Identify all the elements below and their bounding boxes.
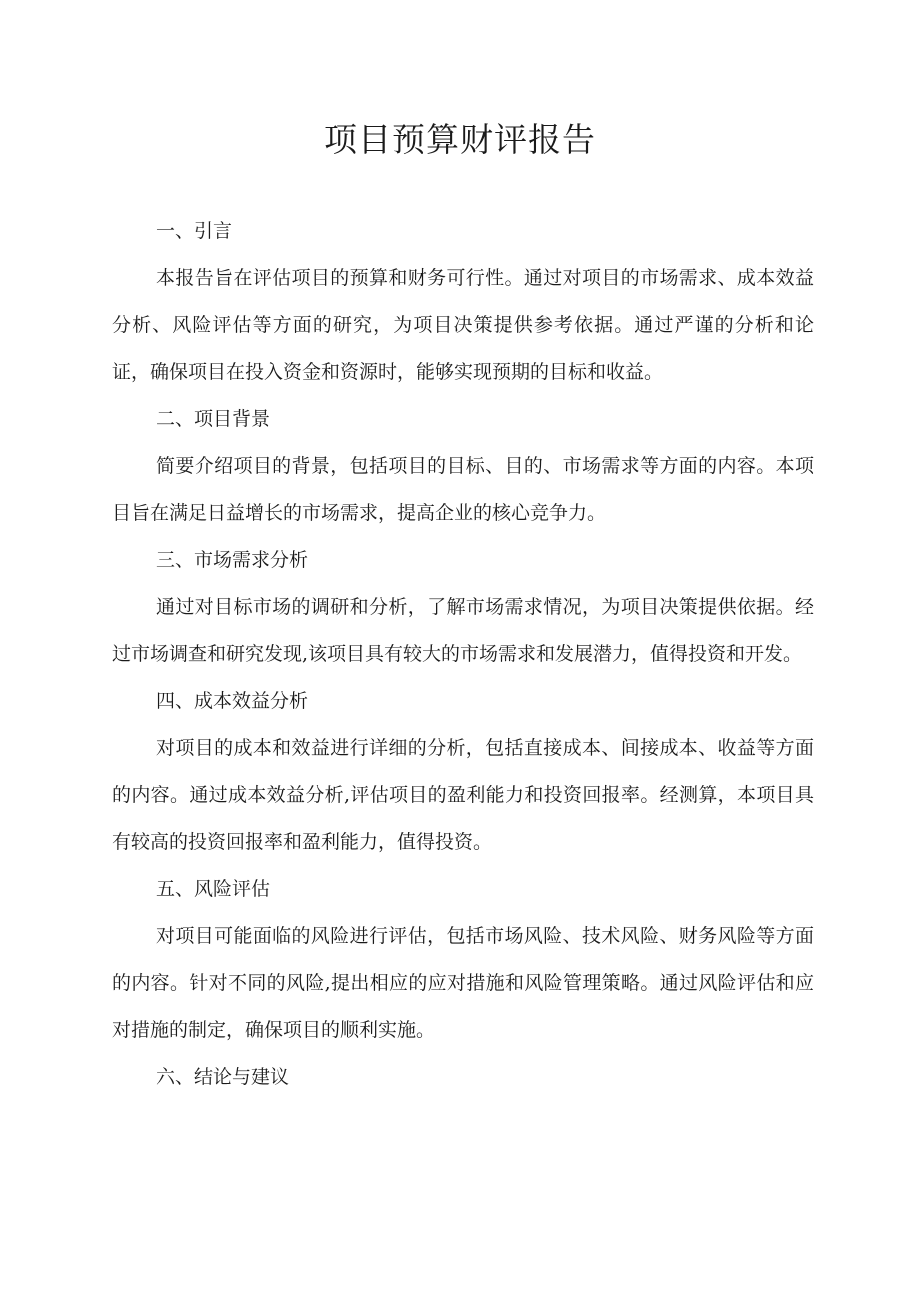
document-body (112, 208, 814, 1101)
section-paragraph-intro: 本报告旨在评估项目的预算和财务可行性。通过对项目的市场需求、成本效益分析、风险评估等方面的研究，为项目决策提供参考依据。通过严谨的分析和论证，确保项目在投入资金和资源时，能够实现预期的目标和收益。 (112, 267, 814, 383)
section-paragraph-background: 简要介绍项目的背景，包括项目的目标、目的、市场需求等方面的内容。本项目旨在满足日益增长的市场需求，提高企业的核心竞争力。 (112, 455, 814, 524)
section-heading-background: 二、项目背景 (156, 408, 271, 430)
section-heading-intro: 一、引言 (156, 220, 233, 242)
section-paragraph-risk: 对项目可能面临的风险进行评估，包括市场风险、技术风险、财务风险等方面的内容。针对不同的风险,提出相应的应对措施和风险管理策略。通过风险评估和应对措施的制定，确保项目的顺利实施。 (112, 925, 814, 1041)
section-heading-conclusion: 六、结论与建议 (156, 1066, 290, 1088)
section-paragraph-market-analysis: 通过对目标市场的调研和分析，了解市场需求情况，为项目决策提供依据。经过市场调查和研究发现,该项目具有较大的市场需求和发展潜力，值得投资和开发。 (112, 596, 814, 665)
section-heading-market-analysis: 三、市场需求分析 (156, 549, 309, 571)
section-paragraph-cost-benefit: 对项目的成本和效益进行详细的分析，包括直接成本、间接成本、收益等方面的内容。通过成本效益分析,评估项目的盈利能力和投资回报率。经测算，本项目具有较高的投资回报率和盈利能力，值得投资。 (112, 737, 814, 853)
section-heading-cost-benefit: 四、成本效益分析 (156, 690, 309, 712)
section-heading-risk: 五、风险评估 (156, 878, 271, 900)
page-title: 项目预算财评报告 (324, 120, 596, 159)
